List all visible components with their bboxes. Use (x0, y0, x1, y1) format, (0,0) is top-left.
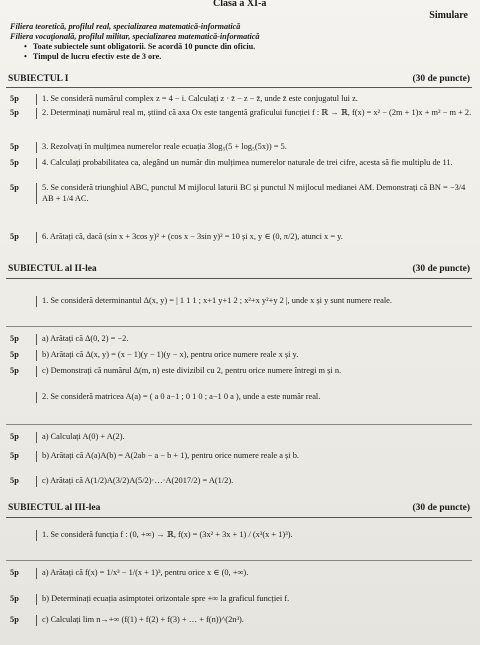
s2-problem-2-text: 2. Se consideră matricea A(a) = ( a 0 a−1 ; 0 1 0 ; a−1 0 a ), unde a este număr real. (42, 392, 321, 401)
s1-item-5-points: 5p (10, 183, 19, 192)
divider (36, 158, 37, 169)
s3-p1-a (6, 568, 472, 579)
class-label: Clasa a XI-a (213, 0, 267, 9)
s2-p2-b-points: 5p (10, 451, 19, 460)
s3-p1-c (6, 615, 472, 626)
s1-item-2-text: 2. Determinați numărul real m, știind că axa Ox este tangentă graficului funcției f : ℝ → ℝ, f(x) = x² − (2m + 1)x + m² − m + 2. (42, 108, 472, 117)
s2-p1-c (6, 366, 472, 377)
s2-p2-b-text: b) Arătați că A(a)A(b) = A(2ab − a − b + 1), pentru orice numere reale a și b. (42, 451, 300, 460)
s3-p1-c-text: c) Calculați lim n→+∞ (f(1) + f(2) + f(3) + … + f(n))^(2n³). (42, 615, 244, 624)
s1-item-3-points: 5p (10, 142, 19, 151)
section-2-points: (30 de puncte) (412, 264, 470, 274)
divider (36, 108, 37, 119)
s2-p2-c-text: c) Arătați că A(1/2)A(3/2)A(5/2)·…·A(2017/2) = A(1/2). (42, 476, 234, 485)
row-separator (6, 560, 472, 561)
rule-line-1: • Toate subiectele sunt obligatorii. Se acordă 10 puncte din oficiu. (10, 42, 470, 52)
s1-item-1-points: 5p (10, 94, 19, 103)
row-separator (6, 326, 472, 327)
divider (36, 530, 37, 541)
section-2-rule (6, 278, 472, 279)
s2-p1-a-text: a) Arătați că Δ(0, 2) = −2. (42, 334, 129, 343)
section-1-title: SUBIECTUL I (8, 74, 69, 84)
divider (36, 94, 37, 105)
divider (36, 232, 37, 243)
s2-p2-a (6, 432, 472, 443)
section-2-title: SUBIECTUL al II-lea (8, 264, 97, 274)
divider (36, 334, 37, 345)
s1-item-1-text: 1. Se consideră numărul complex z = 4 − i. Calculați z · z̄ − z − z̄, unde z̄ este conjugatul lui z. (42, 94, 358, 103)
s1-item-2-points: 5p (10, 108, 19, 117)
section-2-heading (8, 264, 470, 274)
s1-item-5 (6, 183, 472, 204)
s1-item-2 (6, 108, 472, 119)
divider (36, 392, 37, 403)
s1-item-1 (6, 94, 472, 105)
divider (36, 615, 37, 626)
divider (36, 350, 37, 361)
s2-p1-b (6, 350, 472, 361)
section-3-points: (30 de puncte) (412, 503, 470, 513)
s1-item-4-points: 5p (10, 158, 19, 167)
section-1-points: (30 de puncte) (412, 74, 470, 84)
s2-problem-2 (6, 392, 472, 403)
s1-item-6 (6, 232, 472, 243)
s3-problem-1-text: 1. Se consideră funcția f : (0, +∞) → ℝ, f(x) = (3x² + 3x + 1) / (x³(x + 1)³). (42, 530, 293, 539)
s2-problem-1 (6, 296, 472, 307)
intro-block (10, 22, 470, 62)
simulation-label: Simulare (429, 10, 468, 21)
s2-p1-c-text: c) Demonstrați că numărul Δ(m, n) este divizibil cu 2, pentru orice numere întregi m și n. (42, 366, 342, 375)
divider (36, 183, 37, 204)
section-1-heading (8, 74, 470, 84)
s3-p1-b-points: 5p (10, 594, 19, 603)
section-3-rule (6, 517, 472, 518)
s1-item-4 (6, 158, 472, 169)
s3-problem-1 (6, 530, 472, 541)
section-1-rule (6, 87, 472, 88)
s2-p1-b-points: 5p (10, 350, 19, 359)
s1-item-4-text: 4. Calculați probabilitatea ca, alegând un număr din mulțimea numerelor naturale de trei cifre, acesta să fie multiplu de 11. (42, 158, 453, 167)
divider (36, 451, 37, 462)
s3-p1-b (6, 594, 472, 605)
section-3-heading (8, 503, 470, 513)
divider (36, 432, 37, 443)
s1-item-3-text: 3. Rezolvați în mulțimea numerelor reale ecuația 3log₅(5 + log₅(5x)) = 5. (42, 142, 287, 151)
s1-item-5-text: 5. Se consideră triunghiul ABC, punctul M mijlocul laturii BC și punctul N mijlocul medianei AM. Demonstrați că BN = −3/4 AB + 1/4 AC. (42, 183, 466, 203)
divider (36, 296, 37, 307)
divider (36, 366, 37, 377)
s1-item-6-text: 6. Arătați că, dacă (sin x + 3cos y)² + (cos x − 3sin y)² = 10 și x, y ∈ (0, π/2), atunci x = y. (42, 232, 343, 241)
divider (36, 568, 37, 579)
s2-p2-a-text: a) Calculați A(0) + A(2). (42, 432, 125, 441)
s2-p2-c-points: 5p (10, 476, 19, 485)
s2-p1-a-points: 5p (10, 334, 19, 343)
s2-p2-c (6, 476, 472, 487)
s2-p1-a (6, 334, 472, 345)
divider (36, 476, 37, 487)
rule-line-2: • Timpul de lucru efectiv este de 3 ore. (10, 52, 470, 62)
divider (36, 594, 37, 605)
s1-item-3 (6, 142, 472, 153)
s2-p2-b (6, 451, 472, 462)
section-3-title: SUBIECTUL al III-lea (8, 503, 101, 513)
s3-p1-b-text: b) Determinați ecuația asimptotei orizontale spre +∞ la graficul funcției f. (42, 594, 290, 603)
s1-item-6-points: 5p (10, 232, 19, 241)
s2-problem-1-text: 1. Se consideră determinantul Δ(x, y) = | 1 1 1 ; x+1 y+1 2 ; x²+x y²+y 2 |, unde x și y sunt numere reale. (42, 296, 392, 305)
s2-p1-c-points: 5p (10, 366, 19, 375)
s3-p1-c-points: 5p (10, 615, 19, 624)
row-separator (6, 424, 472, 425)
s2-p1-b-text: b) Arătați că Δ(x, y) = (x − 1)(y − 1)(y − x), pentru orice numere reale x și y. (42, 350, 299, 359)
s2-p2-a-points: 5p (10, 432, 19, 441)
divider (36, 142, 37, 153)
track-line-1: Filiera teoretică, profilul real, specializarea matematică-informatică (10, 22, 241, 31)
s3-p1-a-text: a) Arătați că f(x) = 1/x³ − 1/(x + 1)³, pentru orice x ∈ (0, +∞). (42, 568, 249, 577)
track-line-2: Filiera vocaţională, profilul militar, specializarea matematică-informatică (10, 32, 260, 41)
s3-p1-a-points: 5p (10, 568, 19, 577)
